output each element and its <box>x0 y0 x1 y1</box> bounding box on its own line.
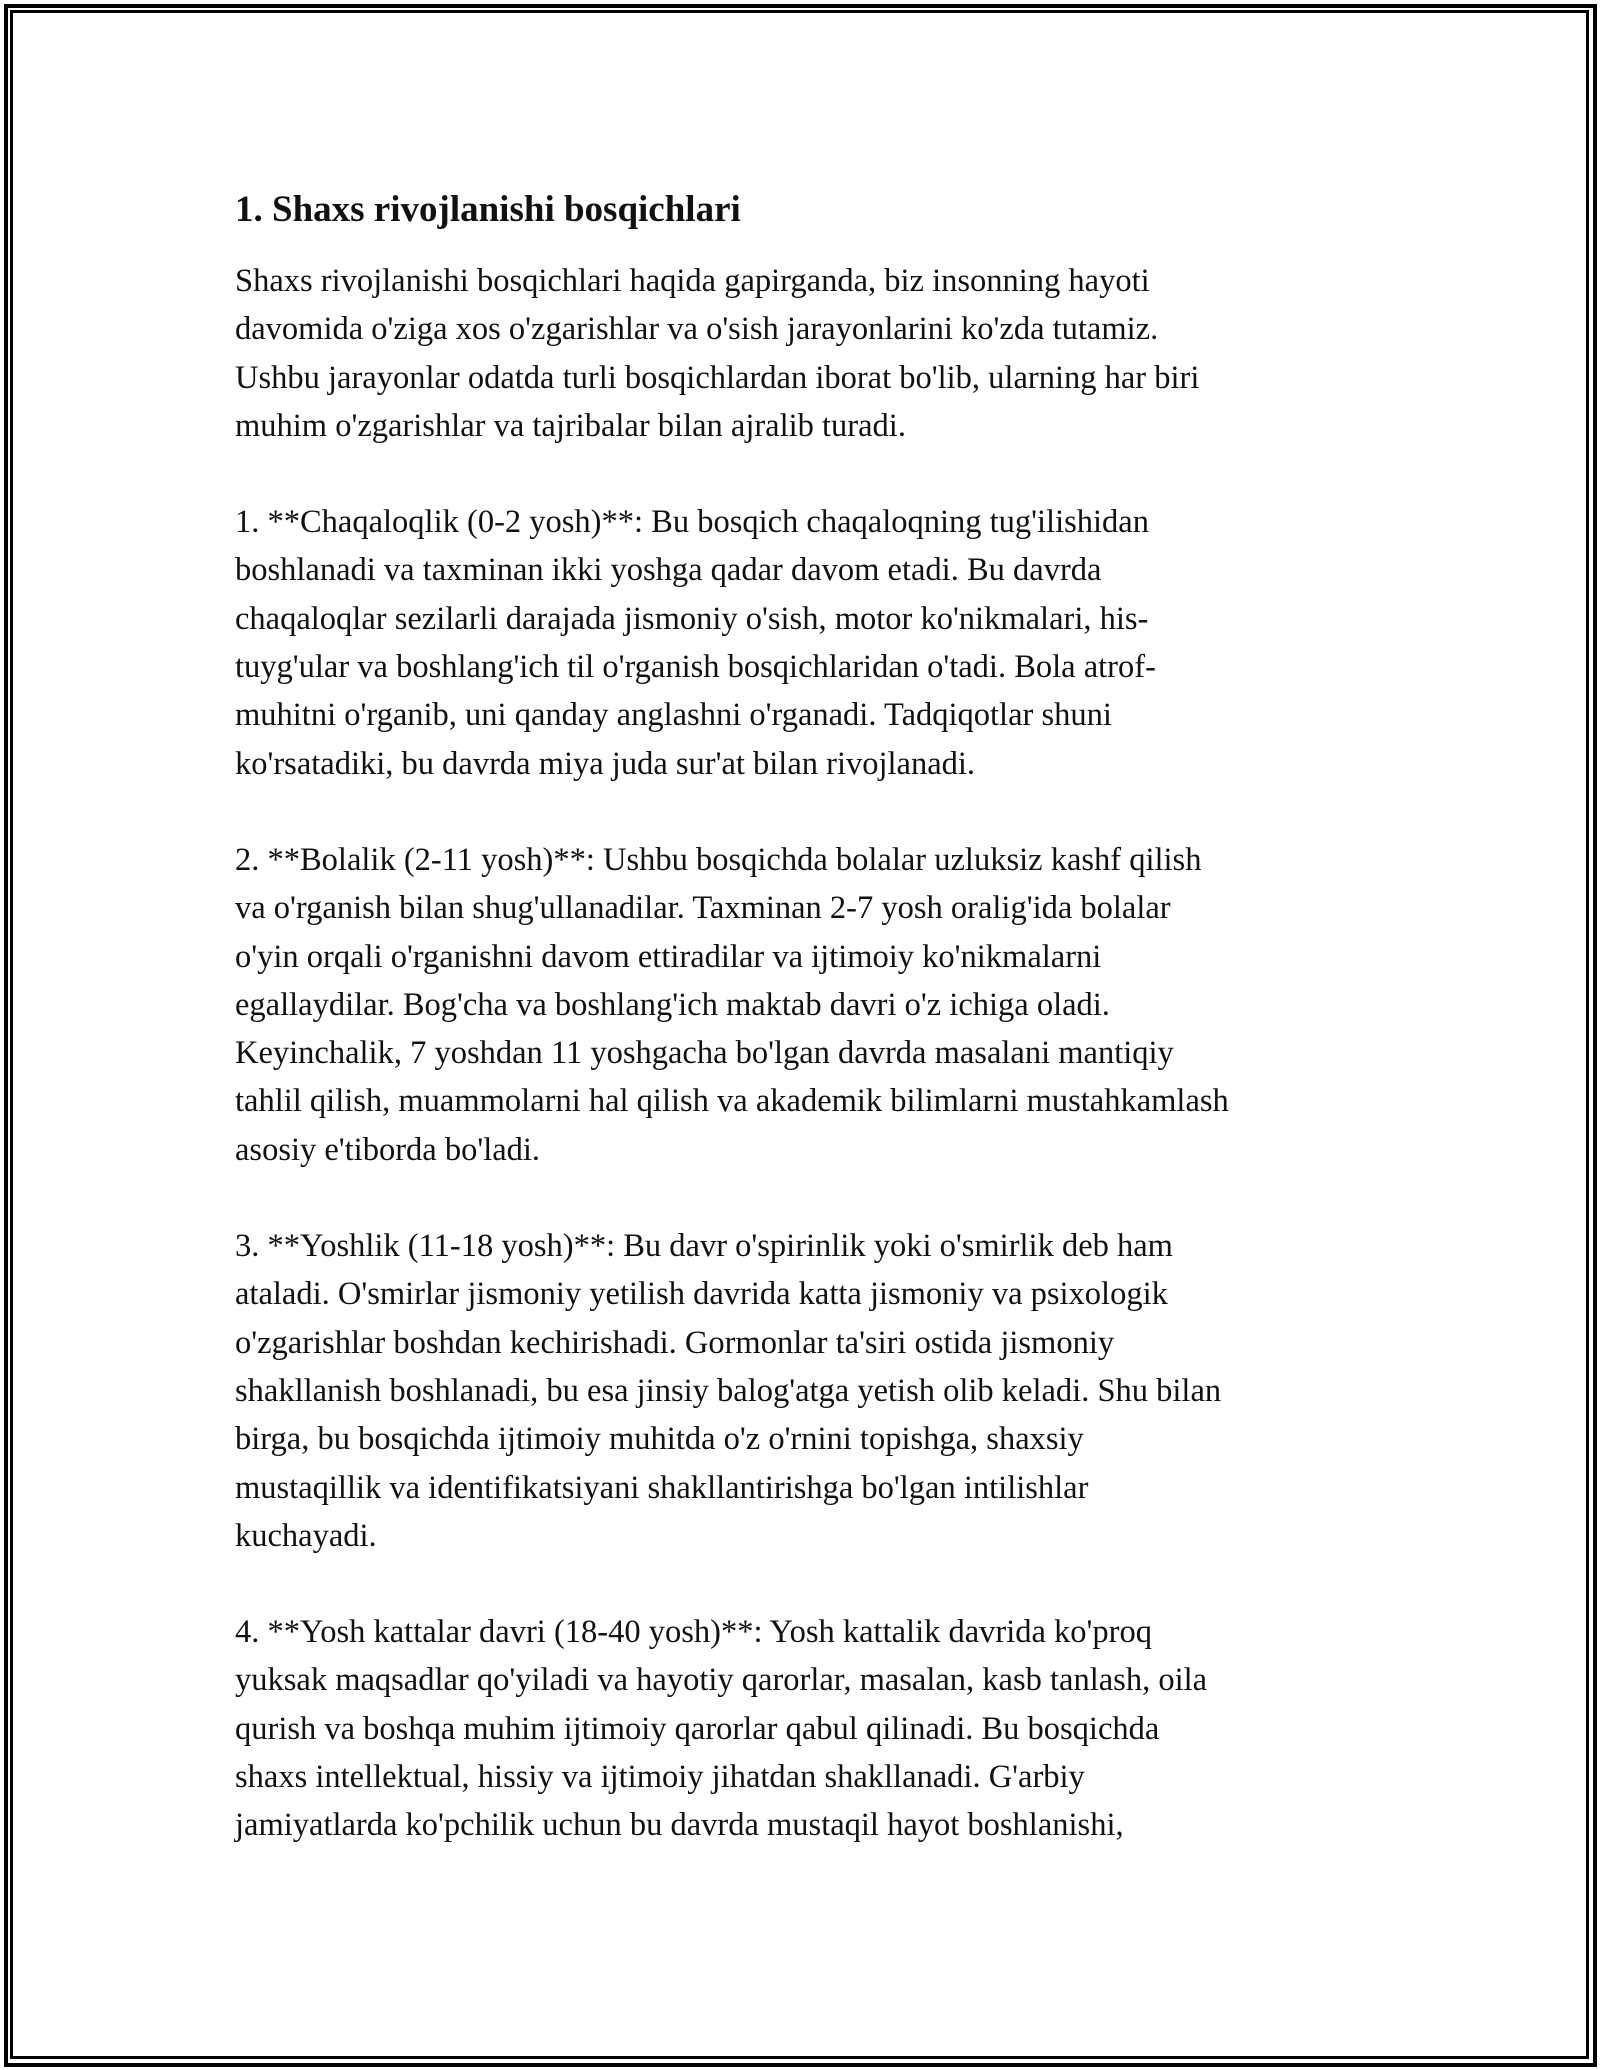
document-body <box>235 185 1385 1898</box>
intro-paragraph: Shaxs rivojlanishi bosqichlari haqida gapirganda, biz insonning hayoti davomida o'ziga xos o'zgarishlar va o'sish jarayonlarini ko'zda tutamiz. Ushbu jarayonlar odatda turli bosqichlardan iborat bo'lib, ularning har biri muhim o'zgarishlar va tajribalar bilan ajralib turadi. <box>235 263 1200 444</box>
stage-youth-paragraph: 3. **Yoshlik (11-18 yosh)**: Bu davr o'spirinlik yoki o'smirlik deb ham ataladi. O'smirlar jismoniy yetilish davrida katta jismoniy va psixologik o'zgarishlar boshdan kechirishadi. Gormonlar ta'siri ostida jismoniy shakllanish boshlanadi, bu esa jinsiy balog'atga yetish olib keladi. Shu bilan birga, bu bosqichda ijtimoiy muhitda o'z o'rnini topishga, shaxsiy mustaqillik va identifikatsiyani shakllantirishga bo'lgan intilishlar kuchayadi. <box>235 1228 1222 1554</box>
stage-childhood-paragraph: 2. **Bolalik (2-11 yosh)**: Ushbu bosqichda bolalar uzluksiz kashf qilish va o'rganish bilan shug'ullanadilar. Taxminan 2-7 yosh oralig'ida bolalar o'yin orqali o'rganishni davom ettiradilar va ijtimoiy ko'nikmalarni egallaydilar. Bog'cha va boshlang'ich maktab davri o'z ichiga oladi. Keyinchalik, 7 yoshdan 11 yoshgacha bo'lgan davrda masalani mantiqiy tahlil qilish, muammolarni hal qilish va akademik bilimlarni mustahkamlash asosiy e'tiborda bo'ladi. <box>235 841 1229 1168</box>
section-heading: 1. Shaxs rivojlanishi bosqichlari <box>235 189 741 230</box>
stage-young-adulthood-paragraph: 4. **Yosh kattalar davri (18-40 yosh)**: Yosh kattalik davrida ko'proq yuksak maqsadlar qo'yiladi va hayotiy qarorlar, masalan, kasb tanlash, oila qurish va boshqa muhim ijtimoiy qarorlar qabul qilinadi. Bu bosqichda shaxs intellektual, hissiy va ijtimoiy jihatdan shakllanadi. G'arbiy jamiyatlarda ko'pchilik uchun bu davrda mustaqil hayot boshlanishi, <box>235 1614 1208 1844</box>
stage-infancy-paragraph: 1. **Chaqaloqlik (0-2 yosh)**: Bu bosqich chaqaloqning tug'ilishidan boshlanadi va taxminan ikki yoshga qadar davom etadi. Bu davrda chaqaloqlar sezilarli darajada jismoniy o'sish, motor ko'nikmalari, his- tuyg'ular va boshlang'ich til o'rganish bosqichlaridan o'tadi. Bola atrof- muhitni o'rganib, uni qanday anglashni o'rganadi. Tadqiqotlar shuni ko'rsatadiki, bu davrda miya juda sur'at bilan rivojlanadi. <box>235 504 1156 782</box>
